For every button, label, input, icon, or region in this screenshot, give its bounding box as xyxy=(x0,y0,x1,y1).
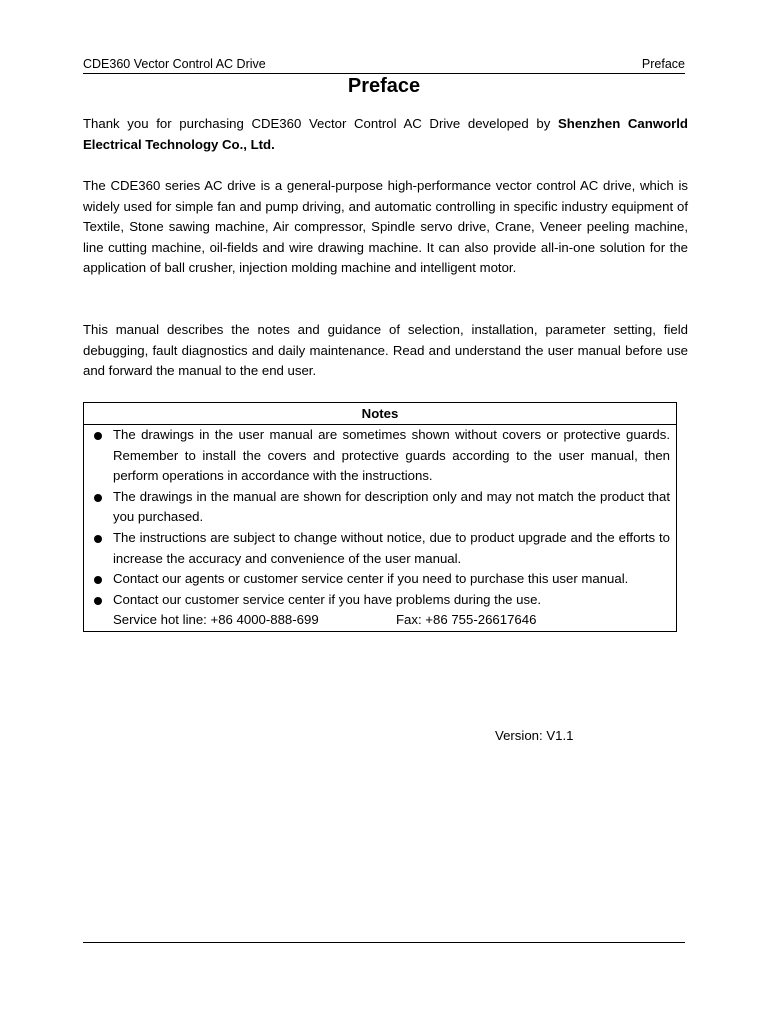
note-text: The instructions are subject to change without notice, due to product upgrade and the efforts to increase the accuracy and convenience of the user manual. xyxy=(113,529,670,566)
bullet-icon xyxy=(94,576,102,584)
notes-box xyxy=(83,402,677,632)
bullet-icon xyxy=(94,535,102,543)
footer-divider xyxy=(83,942,685,943)
note-text: Contact our customer service center if you have problems during the use. xyxy=(113,591,542,607)
notes-list xyxy=(84,425,676,631)
page-title: Preface xyxy=(347,75,421,97)
service-hotline: Service hot line: +86 4000-888-699 xyxy=(113,612,319,628)
note-item xyxy=(84,425,676,487)
note-item xyxy=(84,569,676,590)
note-item xyxy=(84,528,676,569)
note-text: The drawings in the user manual are sometimes shown without covers or protective guards. Remember to install the covers and protective guards according to the user manual, then perform operations in accordance with the instructions. xyxy=(113,427,670,484)
contact-row xyxy=(113,610,670,631)
header-document-title: CDE360 Vector Control AC Drive xyxy=(83,57,266,71)
company-name: Shenzhen Canworld Electrical Technology Co., Ltd. xyxy=(83,116,688,152)
bullet-icon xyxy=(94,432,102,440)
fax-number: Fax: +86 755-26617646 xyxy=(396,612,537,628)
bullet-icon xyxy=(94,597,102,605)
intro-paragraph xyxy=(83,114,688,155)
note-item xyxy=(84,487,676,528)
note-item xyxy=(84,590,676,631)
header-section-name: Preface xyxy=(641,57,685,71)
version-label: Version: V1.1 xyxy=(495,728,574,743)
intro-text: Thank you for purchasing CDE360 Vector Control AC Drive developed by xyxy=(83,116,558,131)
note-text: The drawings in the manual are shown for description only and may not match the product that you purchased. xyxy=(113,488,670,525)
notes-title: Notes xyxy=(84,403,676,425)
page-header xyxy=(83,57,685,74)
note-text: Contact our agents or customer service center if you need to purchase this user manual. xyxy=(113,571,629,587)
manual-scope-paragraph: This manual describes the notes and guidance of selection, installation, parameter setting, field debugging, fault diagnostics and daily maintenance. Read and understand the user manual before use and forward the manual to the end user. xyxy=(83,322,688,379)
product-description-paragraph: The CDE360 series AC drive is a general-purpose high-performance vector control AC drive, which is widely used for simple fan and pump driving, and automatic controlling in specific industry equipment of Textile, Stone sawing machine, Air compressor, Spindle servo drive, Crane, Veneer peeling machine, line cutting machine, oil-fields and wire drawing machine. It can also provide all-in-one solution for the application of ball crusher, injection molding machine and intelligent motor. xyxy=(83,178,688,276)
bullet-icon xyxy=(94,494,102,502)
